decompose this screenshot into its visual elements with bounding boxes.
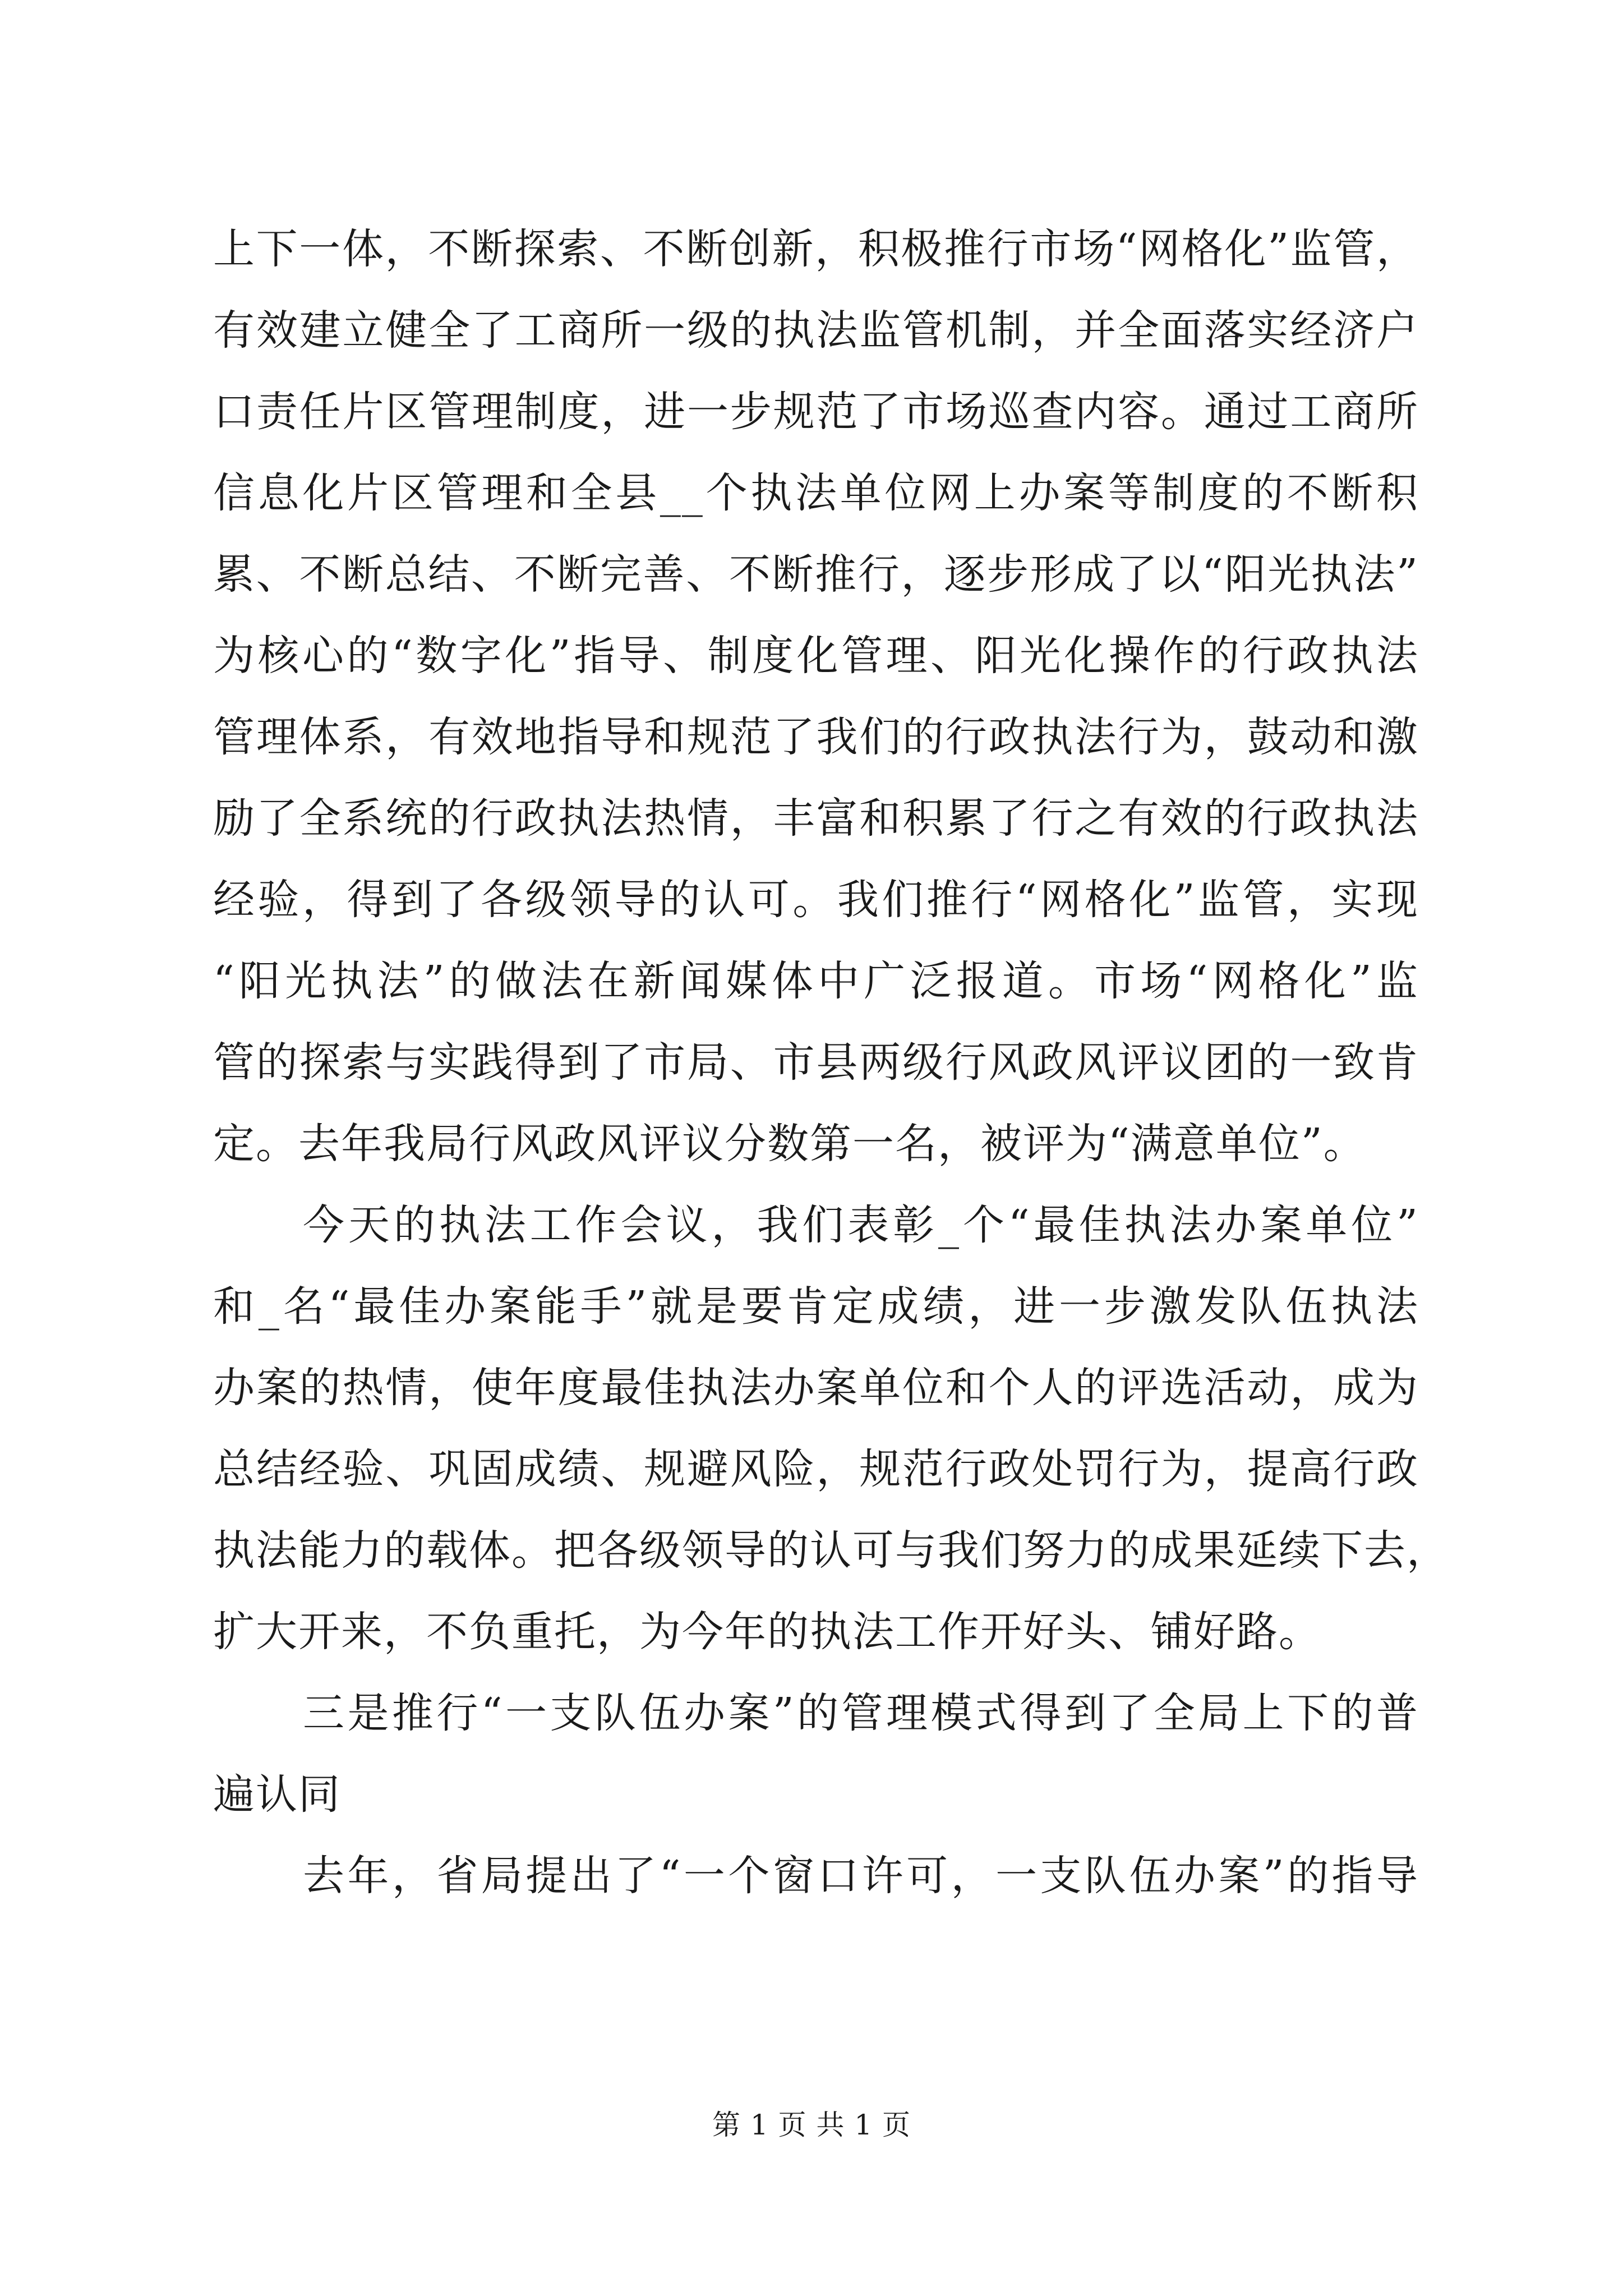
text-line: 励了全系统的行政执法热情，丰富和积累了行之有效的行政执法	[213, 794, 1419, 843]
text-line: 办案的热情，使年度最佳执法办案单位和个人的评选活动，成为	[213, 1364, 1419, 1412]
text-line: 信息化片区管理和全县__个执法单位网上办案等制度的不断积	[213, 469, 1419, 517]
text-line: 经验，得到了各级领导的认可。我们推行“网格化”监管，实现	[213, 876, 1419, 924]
text-line: 管的探索与实践得到了市局、市县两级行风政风评议团的一致肯	[213, 1038, 1419, 1087]
text-line: 有效建立健全了工商所一级的执法监管机制，并全面落实经济户	[213, 306, 1419, 355]
text-line: 三是推行“一支队伍办案”的管理模式得到了全局上下的普	[303, 1689, 1419, 1737]
text-line: 和_名“最佳办案能手”就是要肯定成绩，进一步激发队伍执法	[213, 1282, 1419, 1331]
text-line: 为核心的“数字化”指导、制度化管理、阳光化操作的行政执法	[213, 632, 1419, 680]
document-body	[213, 209, 1449, 1917]
text-line: 扩大开来，不负重托，为今年的执法工作开好头、铺好路。	[213, 1608, 1321, 1656]
text-line: 总结经验、巩固成绩、规避风险，规范行政处罚行为，提高行政	[213, 1445, 1419, 1493]
text-line: 去年，省局提出了“一个窗口许可，一支队伍办案”的指导	[303, 1852, 1419, 1900]
text-line: 口责任片区管理制度，进一步规范了市场巡查内容。通过工商所	[213, 388, 1419, 436]
text-line: 上下一体，不断探索、不断创新，积极推行市场“网格化”监管，	[213, 225, 1419, 273]
text-line: “阳光执法”的做法在新闻媒体中广泛报道。市场“网格化”监	[213, 957, 1419, 1005]
text-line: 执法能力的载体。把各级领导的认可与我们努力的成果延续下去，	[213, 1526, 1449, 1575]
text-line: 累、不断总结、不断完善、不断推行，逐步形成了以“阳光执法”	[213, 550, 1419, 599]
page-number: 第 1 页 共 1 页	[712, 2109, 911, 2141]
page-footer	[0, 2108, 1623, 2142]
text-line: 遍认同	[213, 1770, 341, 1819]
text-line: 管理体系，有效地指导和规范了我们的行政执法行为，鼓动和激	[213, 713, 1419, 761]
text-line: 今天的执法工作会议，我们表彰_个“最佳执法办案单位”	[303, 1201, 1419, 1249]
text-line: 定。去年我局行风政风评议分数第一名，被评为“满意单位”。	[213, 1120, 1366, 1168]
